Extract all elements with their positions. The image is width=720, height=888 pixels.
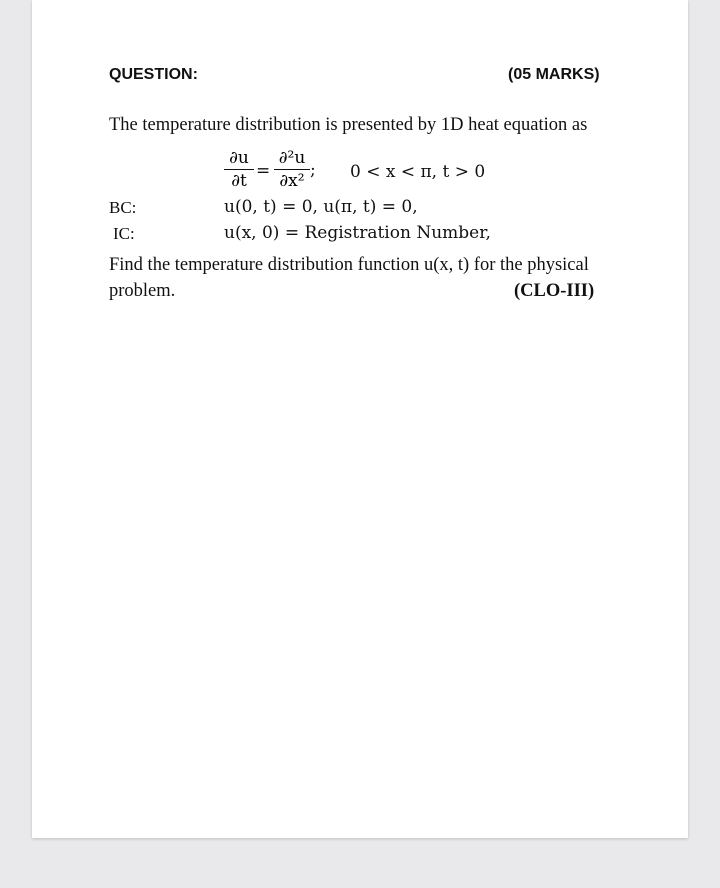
pde-separator: ; [310, 160, 316, 180]
task-statement-continued: problem. [109, 281, 176, 301]
pde-rhs-fraction [274, 148, 310, 191]
question-intro: The temperature distribution is presented by 1D heat equation as [109, 115, 588, 135]
question-marks: (05 MARKS) [508, 66, 600, 83]
boundary-conditions: u(0, t) = 0, u(π, t) = 0, [224, 197, 418, 217]
pde-lhs-denominator: ∂t [231, 171, 247, 191]
pde-rhs-fraction-bar [274, 169, 310, 170]
pde-lhs-fraction [224, 148, 254, 191]
bc-label: BC: [109, 198, 137, 217]
pde-equals-sign: = [256, 161, 271, 181]
pde-lhs-fraction-bar [224, 169, 254, 170]
pde-rhs-denominator: ∂x² [279, 171, 305, 191]
pde-lhs-numerator: ∂u [229, 148, 249, 168]
pde-domain: 0 < x < π, t > 0 [350, 162, 486, 182]
question-heading: QUESTION: [109, 66, 198, 83]
clo-label: (CLO-III) [514, 281, 595, 301]
initial-condition: u(x, 0) = Registration Number, [224, 223, 491, 243]
pde-rhs-numerator: ∂²u [278, 148, 306, 168]
ic-label: IC: [113, 224, 135, 243]
task-statement: Find the temperature distribution function u(x, t) for the physical [109, 255, 589, 275]
document-page [32, 0, 688, 838]
